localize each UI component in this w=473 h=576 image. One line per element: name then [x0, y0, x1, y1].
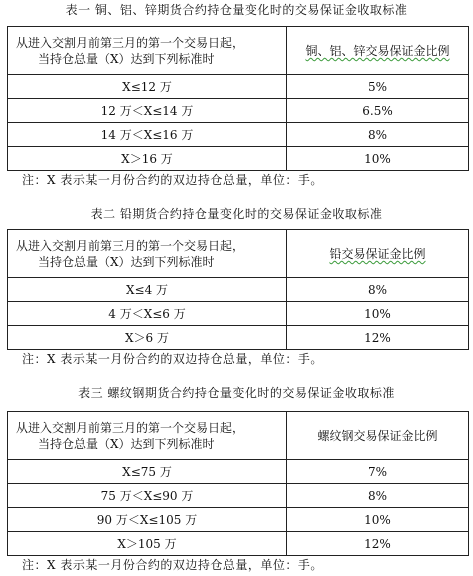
table-row	[8, 532, 469, 556]
table-row	[8, 460, 469, 484]
table-2-header-row	[8, 230, 469, 278]
ratio-cell: 5%	[287, 75, 469, 99]
table-3	[7, 411, 469, 556]
table-row	[8, 147, 469, 171]
range-cell: 12 万＜X≤14 万	[8, 99, 287, 123]
ratio-cell: 8%	[287, 123, 469, 147]
table-1-header-row	[8, 27, 469, 75]
ratio-cell: 6.5%	[287, 99, 469, 123]
header-condition-line2: 当持仓总量（X）达到下列标准时	[38, 254, 215, 269]
table-2-header-ratio: 铅交易保证金比例	[287, 230, 469, 278]
table-3-title: 表三 螺纹钢期货合约持仓量变化时的交易保证金收取标准	[78, 386, 395, 400]
table-row	[8, 508, 469, 532]
table-2-note: 注：X 表示某一月份合约的双边持仓总量，单位：手。	[22, 352, 323, 366]
table-row	[8, 302, 469, 326]
table-3-header-ratio: 螺纹钢交易保证金比例	[287, 412, 469, 460]
range-cell: X＞105 万	[8, 532, 287, 556]
range-cell: 90 万＜X≤105 万	[8, 508, 287, 532]
ratio-cell: 12%	[287, 326, 469, 350]
table-2	[7, 229, 469, 350]
table-1-title: 表一 铜、铝、锌期货合约持仓量变化时的交易保证金收取标准	[65, 3, 408, 17]
table-3-note: 注：X 表示某一月份合约的双边持仓总量，单位：手。	[22, 558, 323, 572]
table-3-header-condition	[8, 412, 287, 460]
table-1-header-condition	[8, 27, 287, 75]
range-cell: X≤75 万	[8, 460, 287, 484]
range-cell: X≤12 万	[8, 75, 287, 99]
table-row	[8, 99, 469, 123]
header-condition-line1: 从进入交割月前第三月的第一个交易日起，	[16, 35, 245, 50]
range-cell: 4 万＜X≤6 万	[8, 302, 287, 326]
header-condition-line2: 当持仓总量（X）达到下列标准时	[38, 51, 215, 66]
ratio-cell: 10%	[287, 302, 469, 326]
table-row	[8, 123, 469, 147]
table-row	[8, 75, 469, 99]
table-1-header-ratio: 铜、铝、锌交易保证金比例	[287, 27, 469, 75]
table-row	[8, 326, 469, 350]
table-1-note: 注：X 表示某一月份合约的双边持仓总量，单位：手。	[22, 173, 323, 187]
range-cell: X＞16 万	[8, 147, 287, 171]
header-condition-line1: 从进入交割月前第三月的第一个交易日起，	[16, 420, 245, 435]
range-cell: 75 万＜X≤90 万	[8, 484, 287, 508]
range-cell: X＞6 万	[8, 326, 287, 350]
ratio-cell: 7%	[287, 460, 469, 484]
table-1	[7, 26, 469, 171]
range-cell: X≤4 万	[8, 278, 287, 302]
table-2-title: 表二 铅期货合约持仓量变化时的交易保证金收取标准	[90, 207, 383, 221]
table-3-header-row	[8, 412, 469, 460]
table-row	[8, 278, 469, 302]
range-cell: 14 万＜X≤16 万	[8, 123, 287, 147]
ratio-cell: 10%	[287, 147, 469, 171]
ratio-cell: 10%	[287, 508, 469, 532]
ratio-cell: 8%	[287, 484, 469, 508]
ratio-cell: 8%	[287, 278, 469, 302]
header-condition-line1: 从进入交割月前第三月的第一个交易日起，	[16, 238, 245, 253]
header-condition-line2: 当持仓总量（X）达到下列标准时	[38, 436, 215, 451]
table-row	[8, 484, 469, 508]
ratio-cell: 12%	[287, 532, 469, 556]
table-2-header-condition	[8, 230, 287, 278]
